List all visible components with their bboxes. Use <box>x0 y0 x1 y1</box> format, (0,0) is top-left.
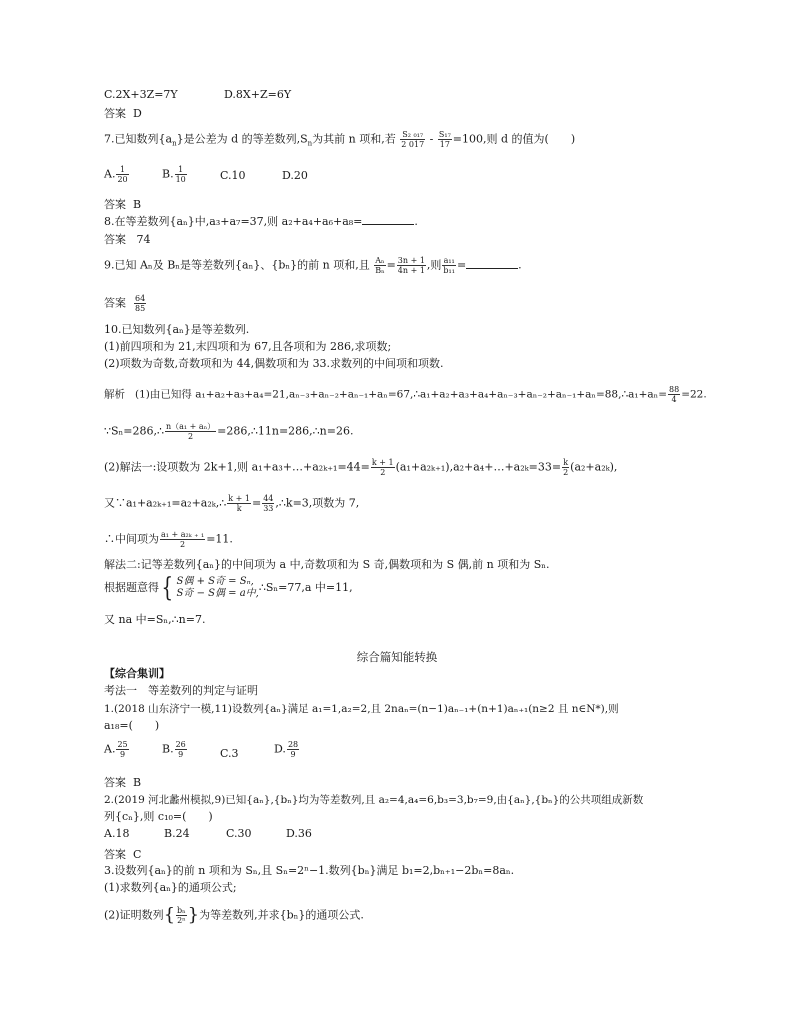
q7-fraction-2: $\frac{\text{S₁₇}}{17}$ <box>438 130 451 149</box>
z2-answer: 答案 C <box>104 848 142 861</box>
q10-solution-line-5: ∴中间项为 $\frac{\text{a₁ + a₂ₖ ₊ ₁}}{2}$ =11. <box>104 530 233 549</box>
z1-stem: 1.(2018 山东济宁一模,11)设数列{aₙ}满足 a₁=1,a₂=2,且 2naₙ=(n−1)aₙ₋₁+(n+1)aₙ₊₁(n≥2 且 n∈N*),则 <box>104 703 619 715</box>
brace-symbol: { <box>161 573 174 603</box>
z3-part-2: (2)证明数列{ $\frac{\text{bₙ}}{\text{2ⁿ}}$ }为等差数列,并求{bₙ}的通项公式. <box>104 904 364 926</box>
section-bracket-heading: 【综合集训】 <box>104 667 170 680</box>
z1-option-d: D. $\frac{28}{9}$ <box>274 740 299 759</box>
z2-option-d: D.36 <box>286 827 312 840</box>
q10-solution-line-1: 解析 (1)由已知得 a₁+a₂+a₃+a₄=21,aₙ₋₃+aₙ₋₂+aₙ₋₁+aₙ=67,∴a₁+a₂+a₃+a₄+aₙ₋₃+aₙ₋₂+aₙ₋₁+aₙ=88,∴a₁+aₙ= $\frac{88}{4}$ =22. <box>104 385 707 404</box>
q10-part-2: (2)项数为奇数,奇数项和为 44,偶数项和为 33.求数列的中间项和项数. <box>104 357 444 370</box>
q10-stem: 10.已知数列{aₙ}是等差数列. <box>104 323 250 336</box>
q10-solution-line-3: (2)解法一:设项数为 2k+1,则 a₁+a₃+…+a₂ₖ₊₁=44= $\frac{k + 1}{2}$ (a₁+a₂ₖ₊₁),a₂+a₄+…+a₂ₖ=33= $\frac{k}{2}$ (a₂+a₂ₖ), <box>104 458 618 477</box>
topic-heading: 考法一 等差数列的判定与证明 <box>104 684 258 697</box>
q6-answer: 答案 D <box>104 107 142 120</box>
q6-option-d: D.8X+Z=6Y <box>224 88 292 101</box>
z1-stem-2: a₁₈=( ) <box>104 719 160 732</box>
q9-answer-blank <box>466 258 518 269</box>
z2-stem: 2.(2019 河北蠡州模拟,9)已知{aₙ},{bₙ}均为等差数列,且 a₂=4,a₄=6,b₃=3,b₇=9,由{aₙ},{bₙ}的公共项组成新数 <box>104 794 644 806</box>
z1-option-c: C.3 <box>220 747 239 760</box>
q9-stem: 9.已知 Aₙ及 Bₙ是等差数列{aₙ}、{bₙ}的前 n 项和,且 $\frac{\text{Aₙ}}{\text{Bₙ}}$ = $\frac{3n + 1}{4n + 1}$ ,则 $\frac{\text{a₁₁}}{\text{b₁₁}}$ = . <box>104 256 522 275</box>
q7-option-d: D.20 <box>282 169 308 182</box>
z1-answer: 答案 B <box>104 776 142 789</box>
z3-stem: 3.设数列{aₙ}的前 n 项和为 Sₙ,且 Sₙ=2ⁿ−1.数列{bₙ}满足 b₁=2,bₙ₊₁−2bₙ=8aₙ. <box>104 864 515 877</box>
q10-solution-line-4: 又∵a₁+a₂ₖ₊₁=a₂+a₂ₖ,∴ $\frac{k + 1}{k}$ = $\frac{44}{33}$ ,∴k=3,项数为 7, <box>104 494 360 513</box>
z1-option-b: B. $\frac{26}{9}$ <box>162 740 186 759</box>
q8-stem: 8.在等差数列{aₙ}中,a₃+a₇=37,则 a₂+a₄+a₆+a₈= . <box>104 215 418 228</box>
q8-answer-blank <box>362 214 414 225</box>
section-title: 综合篇知能转换 <box>356 650 438 664</box>
z2-stem-2: 列{cₙ},则 c₁₀=( ) <box>104 810 213 823</box>
q7-answer: 答案 B <box>104 198 142 211</box>
q10-solution-line-2: ∵Sₙ=286,∴ $\frac{\text{n（a₁ + aₙ）}}{2}$ =286,∴11n=286,∴n=26. <box>104 422 354 441</box>
q7-option-b: B. $\frac{1}{10}$ <box>162 165 186 184</box>
q7-fraction-1: $\frac{\text{S₂ ₀₁₇}}{2 017}$ <box>401 130 425 149</box>
q10-solution-line-7: 根据题意得{ S偶 + S奇 = Sₙ, S奇 − S偶 = a中, ∴Sₙ=77,a 中=11, <box>104 573 353 603</box>
z2-option-a: A.18 <box>104 827 130 840</box>
q10-solution-line-6: 解法二:记等差数列{aₙ}的中间项为 a 中,奇数项和为 S 奇,偶数项和为 S 偶,前 n 项和为 Sₙ. <box>104 558 550 571</box>
q7-option-a: A. $\frac{1}{20}$ <box>104 165 128 184</box>
q7-option-c: C.10 <box>220 169 246 182</box>
q8-answer: 答案 74 <box>104 233 151 246</box>
q7-stem: 7.已知数列$\{a_n\}$是公差为 d 的等差数列$,S_n$为其前 n 项和,若 $\frac{\text{S₂ ₀₁₇}}{2 017}$ - $\frac{\text{S₁₇}}{17}$ =100,则 d 的值为( ) <box>104 130 576 149</box>
z2-option-c: C.30 <box>226 827 252 840</box>
z1-option-a: A. $\frac{25}{9}$ <box>104 740 128 759</box>
q9-answer: 答案 $\frac{64}{85}$ <box>104 294 146 313</box>
z2-option-b: B.24 <box>164 827 190 840</box>
q6-option-c: C.2X+3Z=7Y <box>104 88 178 101</box>
q10-solution-line-8: 又 na 中=Sₙ,∴n=7. <box>104 613 206 626</box>
z3-part-1: (1)求数列{aₙ}的通项公式; <box>104 881 237 894</box>
q10-part-1: (1)前四项和为 21,末四项和为 67,且各项和为 286,求项数; <box>104 340 392 353</box>
